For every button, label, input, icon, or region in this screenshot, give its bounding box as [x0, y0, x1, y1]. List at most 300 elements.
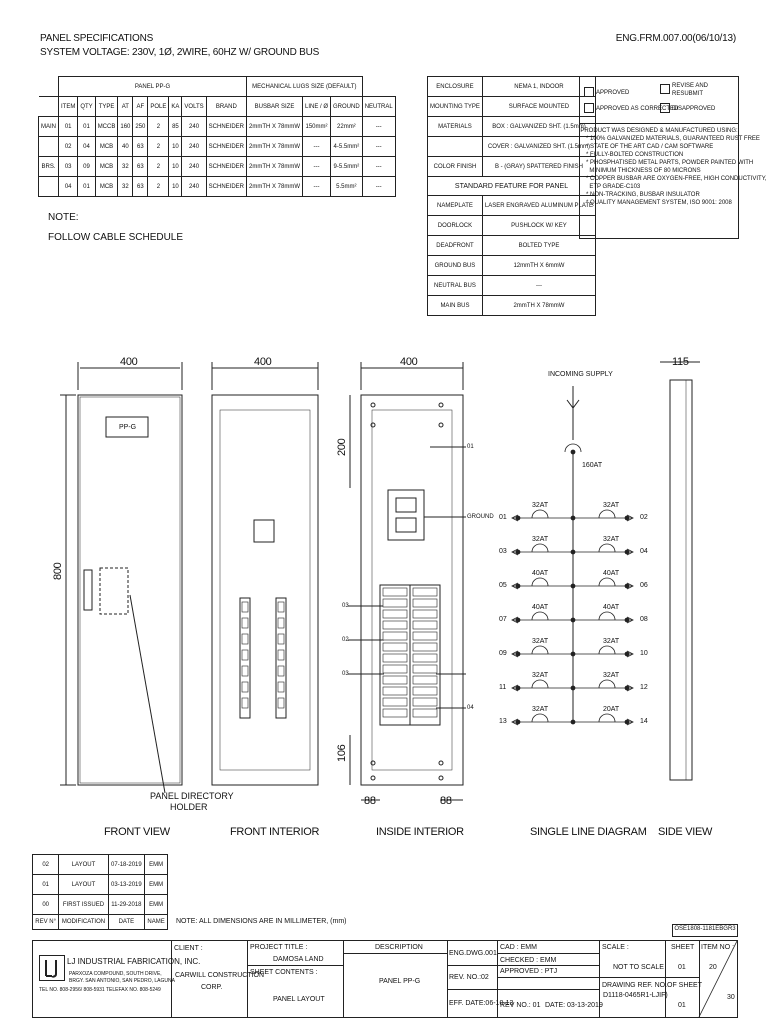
sld-branch-breaker-left — [532, 646, 548, 654]
sld-circuit-left: 07 — [499, 616, 507, 623]
table-cell: MCB — [95, 137, 118, 157]
inside-label-04: 04 — [467, 705, 474, 711]
sld-node — [516, 516, 520, 520]
feature-value: LASER ENGRAVED ALUMINUM PLATE — [482, 196, 595, 216]
table-cell: --- — [362, 157, 395, 177]
sld-circuit-left: 03 — [499, 548, 507, 555]
statement-item: * PHOSPHATISED METAL PARTS, POWDER PAINTED WITH — [586, 160, 754, 166]
sheet-contents: PANEL LAYOUT — [273, 996, 325, 1003]
of-sheet-value: 01 — [678, 1002, 686, 1009]
panel-col-header: POLE — [148, 97, 169, 117]
sld-circuit-left: 01 — [499, 514, 507, 521]
client-label: CLIENT : — [174, 945, 203, 952]
breaker-handle — [242, 602, 248, 612]
front-interior-label: FRONT INTERIOR — [230, 826, 320, 838]
approved-as-corrected-label: APPROVED AS CORRECTED — [596, 106, 679, 112]
breaker-handle — [242, 650, 248, 660]
spec-value: B - (GRAY) SPATTERED FINISH — [482, 157, 595, 177]
sld-circuit-left: 09 — [499, 650, 507, 657]
table-cell: 10 — [169, 177, 182, 197]
sld-circuit-right: 02 — [640, 514, 648, 521]
eng-dwg: ENG.DWG.001 — [449, 950, 497, 957]
note-title: NOTE: — [48, 212, 79, 223]
row-group: BRS. — [39, 157, 59, 177]
table-cell: 04 — [78, 137, 95, 157]
description-value: PANEL PP-G — [379, 978, 421, 985]
inside-label-02: 02 — [342, 637, 349, 643]
sld-rating-right: 32AT — [603, 502, 620, 509]
revision-date: 03-13-2019 — [108, 875, 145, 895]
sld-node — [625, 550, 629, 554]
panel-table-title: PANEL PP-G — [59, 77, 247, 97]
table-cell: 2 — [148, 177, 169, 197]
sld-branch-breaker-left — [532, 544, 548, 552]
sld-node — [625, 516, 629, 520]
statement-item: MINIMUM THICKNESS OF 80 MICRONS — [586, 168, 701, 174]
feature-value: BOLTED TYPE — [482, 236, 595, 256]
breaker-slot — [383, 643, 407, 651]
sld-rating-left: 32AT — [532, 706, 549, 713]
sld-node — [571, 516, 575, 520]
inside-label-03: 03 — [342, 603, 349, 609]
sld-branch-breaker-right — [599, 680, 615, 688]
sld-node — [516, 618, 520, 622]
sld-branch-breaker-left — [532, 714, 548, 722]
statement-title: PRODUCT WAS DESIGNED & MANUFACTURED USING: — [580, 128, 738, 134]
dimension-note: NOTE: ALL DIMENSIONS ARE IN MILLIMETER, (mm) — [176, 918, 347, 925]
table-cell: 04 — [59, 177, 78, 197]
table-cell: --- — [362, 177, 395, 197]
client-name: CARWILL CONSTRUCTION — [175, 972, 265, 979]
panel-col-header: KA — [169, 97, 182, 117]
feature-label: NEUTRAL BUS — [428, 276, 483, 296]
sld-rating-right: 40AT — [603, 604, 620, 611]
sld-circuit-left: 11 — [499, 684, 507, 691]
sld-circuit-left: 13 — [499, 718, 507, 725]
feature-label: NAMEPLATE — [428, 196, 483, 216]
revision-header — [33, 915, 168, 930]
revision-row — [33, 855, 168, 875]
table-cell: 01 — [78, 117, 95, 137]
sld-branch-breaker-right — [599, 510, 615, 518]
statement-item: * COPPER BUSBAR ARE OXYGEN-FREE, HIGH CONDUCTIVITY, — [586, 176, 767, 182]
sheet-label: SHEET — [671, 944, 695, 951]
breaker-handle — [242, 634, 248, 644]
sld-circuit-right: 14 — [640, 718, 648, 725]
table-cell: 4-5.5mm² — [331, 137, 363, 157]
sld-rating-right: 20AT — [603, 706, 620, 713]
sld-node — [516, 652, 520, 656]
breaker-handle — [278, 618, 284, 628]
client-name-2: CORP. — [201, 984, 223, 991]
sld-branch-breaker-right — [599, 612, 615, 620]
breaker-handle — [278, 682, 284, 692]
sld-node — [625, 720, 629, 724]
breaker-handle — [278, 634, 284, 644]
breaker-handle — [278, 666, 284, 676]
table-cell: 9-5.5mm² — [331, 157, 363, 177]
table-cell: 02 — [59, 137, 78, 157]
system-voltage: SYSTEM VOLTAGE: 230V, 1Ø, 2WIRE, 60HZ W/ GROUND BUS — [40, 47, 320, 58]
table-cell: --- — [303, 177, 331, 197]
dim-88-left: 88 — [364, 795, 376, 807]
sheet-value: 01 — [678, 964, 686, 971]
panel-col-header: NEUTRAL — [362, 97, 395, 117]
table-cell: 32 — [118, 177, 133, 197]
dim-200: 200 — [336, 438, 348, 456]
breaker-slot — [383, 599, 407, 607]
breaker-slot — [413, 709, 437, 717]
spec-label: MATERIALS — [428, 117, 483, 137]
front-view-enclosure — [78, 395, 182, 785]
spec-value: BOX : GALVANIZED SHT. (1.5mm) — [482, 117, 595, 137]
sld-node — [625, 618, 629, 622]
statement-item: * 100% GALVANIZED MATERIALS, GUARANTEED RUST FREE — [586, 136, 760, 142]
panel-col-header: ITEM — [59, 97, 78, 117]
table-cell: 2 — [148, 137, 169, 157]
table-cell: 2 — [148, 117, 169, 137]
sld-node — [516, 550, 520, 554]
dim-interior-width: 400 — [254, 356, 272, 368]
table-cell: 32 — [118, 157, 133, 177]
breaker-slot — [383, 676, 407, 684]
table-cell: SCHNEIDER — [206, 117, 246, 137]
drawing-ref: D1118-0465R1-LJIF) — [603, 992, 668, 999]
table-cell: 2 — [148, 157, 169, 177]
item-label: ITEM NO : — [701, 944, 735, 951]
sld-branch-breaker-right — [599, 714, 615, 722]
sld-rating-left: 32AT — [532, 536, 549, 543]
table-cell: --- — [362, 117, 395, 137]
sld-circuit-right: 12 — [640, 684, 648, 691]
rev-no: REV. NO.:02 — [449, 974, 489, 981]
sld-node — [516, 686, 520, 690]
table-cell: MCCB — [95, 117, 118, 137]
sld-rating-left: 32AT — [532, 672, 549, 679]
page-number: 30 — [727, 994, 735, 1001]
table-cell: 10 — [169, 137, 182, 157]
sld-circuit-right: 08 — [640, 616, 648, 623]
panel-col-header: QTY — [78, 97, 95, 117]
sld-node — [571, 686, 575, 690]
approved-label: APPROVED — [596, 90, 630, 96]
item-value: 20 — [709, 964, 717, 971]
breaker-slot — [413, 599, 437, 607]
main-breaker-window — [254, 520, 274, 542]
side-view-label: SIDE VIEW — [658, 826, 713, 838]
breaker-handle — [242, 698, 248, 708]
table-cell: 2mmTH X 78mmW — [247, 117, 303, 137]
breaker-slot — [413, 643, 437, 651]
front-interior-enclosure — [212, 395, 318, 785]
inside-label-03b: 03 — [342, 671, 349, 677]
spec-value: COVER : GALVANIZED SHT. (1.5mm) — [482, 137, 595, 157]
feature-value: PUSHLOCK W/ KEY — [482, 216, 595, 236]
sld-node — [571, 550, 575, 554]
table-cell: 10 — [169, 157, 182, 177]
breaker-handle — [242, 666, 248, 676]
table-cell: 250 — [133, 117, 148, 137]
sld-branch-breaker-left — [532, 510, 548, 518]
panel-col-header: BUSBAR SIZE — [247, 97, 303, 117]
sld-circuit-right: 04 — [640, 548, 648, 555]
project-label: PROJECT TITLE : — [250, 944, 308, 951]
disapproved-label: DISAPPROVED — [672, 106, 716, 112]
dim-front-width: 400 — [120, 356, 138, 368]
project-title: DAMOSA LAND — [273, 956, 324, 963]
feature-label: MAIN BUS — [428, 296, 483, 316]
address-2: BRGY. SAN ANTONIO, SAN PEDRO, LAGUNA — [69, 978, 175, 984]
spec-label: MOUNTING TYPE — [428, 97, 483, 117]
panel-col-header: AF — [133, 97, 148, 117]
breaker-slot — [413, 632, 437, 640]
panel-col-header: TYPE — [95, 97, 118, 117]
approved-by: APPROVED : PTJ — [500, 968, 558, 975]
table-cell: MCB — [95, 157, 118, 177]
dim-side-depth: 115 — [672, 356, 689, 368]
table-cell: 03 — [59, 157, 78, 177]
sld-rating-left: 40AT — [532, 604, 549, 611]
title-block — [32, 940, 738, 1018]
revision-date: 07-18-2019 — [108, 855, 145, 875]
sld-rating-right: 32AT — [603, 638, 620, 645]
breaker-slot — [413, 588, 437, 596]
directory-holder — [100, 568, 128, 614]
scale-value: NOT TO SCALE — [613, 964, 664, 971]
table-cell: 63 — [133, 177, 148, 197]
sld-circuit-right: 06 — [640, 582, 648, 589]
inside-interior-label: INSIDE INTERIOR — [376, 826, 464, 838]
revision-name: EMM — [145, 875, 168, 895]
feature-label: DEADFRONT — [428, 236, 483, 256]
table-cell: 01 — [78, 177, 95, 197]
sld-branch-breaker-left — [532, 612, 548, 620]
statement-item: * QUALITY MANAGEMENT SYSTEM, ISO 9001: 2008 — [586, 200, 732, 206]
sld-circuit-right: 10 — [640, 650, 648, 657]
incoming-supply: INCOMING SUPPLY — [548, 371, 613, 378]
sld-rating-left: 40AT — [532, 570, 549, 577]
breaker-handle — [278, 698, 284, 708]
spec-label: ENCLOSURE — [428, 77, 483, 97]
table-cell: 85 — [169, 117, 182, 137]
eff-date: EFF. DATE:06-10-13 — [449, 1000, 514, 1007]
single-line-label: SINGLE LINE DIAGRAM — [530, 826, 647, 838]
table-cell: 5.5mm² — [331, 177, 363, 197]
feature-value: 2mmTH X 78mmW — [482, 296, 595, 316]
breaker-slot — [413, 676, 437, 684]
breaker-slot — [413, 698, 437, 706]
table-cell: 01 — [59, 117, 78, 137]
checked: CHECKED : EMM — [500, 957, 557, 964]
dim-106: 106 — [336, 744, 348, 762]
panel-col-header: GROUND — [331, 97, 363, 117]
revision-row — [33, 875, 168, 895]
table-cell: 240 — [182, 177, 206, 197]
revision-desc: LAYOUT — [59, 855, 108, 875]
contents-label: SHEET CONTENTS : — [250, 969, 318, 976]
statement-item: * NON-TRACKING, BUSBAR INSULATOR — [586, 192, 700, 198]
door-lock — [84, 570, 92, 610]
breaker-handle — [242, 682, 248, 692]
revision-name: EMM — [145, 895, 168, 915]
sld-branch-breaker-right — [599, 578, 615, 586]
breaker-slot — [383, 654, 407, 662]
table-cell: SCHNEIDER — [206, 177, 246, 197]
page-title: PANEL SPECIFICATIONS — [40, 33, 154, 44]
sld-branch-breaker-right — [599, 544, 615, 552]
table-cell: MCB — [95, 177, 118, 197]
description-label: DESCRIPTION — [375, 944, 423, 951]
breaker-slot — [383, 698, 407, 706]
dim-height: 800 — [52, 562, 64, 580]
spec-value: SURFACE MOUNTED — [482, 97, 595, 117]
panel-col-header: AT — [118, 97, 133, 117]
sld-node — [625, 584, 629, 588]
feature-value: --- — [482, 276, 595, 296]
panel-col-header: VOLTS — [182, 97, 206, 117]
note-text: FOLLOW CABLE SCHEDULE — [48, 232, 184, 243]
sld-circuit-left: 05 — [499, 582, 507, 589]
breaker-slot — [413, 687, 437, 695]
sld-branch-breaker-left — [532, 680, 548, 688]
table-cell: --- — [303, 137, 331, 157]
table-cell: SCHNEIDER — [206, 137, 246, 157]
sld-rating-left: 32AT — [532, 502, 549, 509]
sld-node — [571, 584, 575, 588]
rev-no-2: REV NO.: 01 — [500, 1002, 541, 1009]
breaker-slot — [383, 632, 407, 640]
form-number: ENG.FRM.007.00(06/10/13) — [615, 33, 736, 44]
breaker-slot — [413, 654, 437, 662]
statement-item: * STATE OF THE ART CAD / CAM SOFTWARE — [586, 144, 714, 150]
table-cell: 150mm² — [303, 117, 331, 137]
table-cell: 2mmTH X 78mmW — [247, 157, 303, 177]
feature-value: 12mmTH X 6mmW — [482, 256, 595, 276]
sld-rating-right: 32AT — [603, 536, 620, 543]
table-cell: 63 — [133, 137, 148, 157]
table-cell: 240 — [182, 137, 206, 157]
drawing-ref-label: DRAWING REF. NO. — [602, 982, 668, 989]
feature-label: DOORLOCK — [428, 216, 483, 236]
ref-code: OSE1808-1181EBGR3 — [672, 924, 738, 937]
table-cell: 22mm² — [331, 117, 363, 137]
revise-label: REVISE AND RESUBMIT — [672, 83, 709, 97]
table-cell: 09 — [78, 157, 95, 177]
breaker-slot — [383, 588, 407, 596]
inside-label-01: 01 — [467, 444, 474, 450]
std-feature-title: STANDARD FEATURE FOR PANEL — [428, 177, 596, 196]
breaker-handle — [242, 618, 248, 628]
breaker-slot — [413, 665, 437, 673]
sld-rating-left: 32AT — [532, 638, 549, 645]
front-view-label: FRONT VIEW — [104, 826, 170, 838]
holder-label: HOLDER — [170, 802, 208, 812]
spec-label: COLOR FINISH — [428, 157, 483, 177]
rev-date: DATE: 03-13-2019 — [545, 1002, 603, 1009]
table-cell: 63 — [133, 157, 148, 177]
table-cell: 40 — [118, 137, 133, 157]
table-cell: --- — [362, 137, 395, 157]
sld-node — [625, 652, 629, 656]
company-logo — [39, 955, 65, 981]
table-cell: 2mmTH X 78mmW — [247, 137, 303, 157]
table-cell: 240 — [182, 117, 206, 137]
revision-table — [32, 854, 168, 930]
breaker-slot — [413, 621, 437, 629]
sld-branch-breaker-right — [599, 646, 615, 654]
sld-node — [571, 652, 575, 656]
company-name: LJ INDUSTRIAL FABRICATION, INC. — [67, 957, 201, 966]
sld-rating-right: 40AT — [603, 570, 620, 577]
panel-tag: PP-G — [119, 424, 137, 431]
feature-label: GROUND BUS — [428, 256, 483, 276]
breaker-slots — [242, 588, 437, 717]
sld-main-rating: 160AT — [582, 462, 603, 469]
revision-header-name: NAME — [145, 915, 168, 930]
revision-header-date: DATE — [108, 915, 145, 930]
revision-rev: 00 — [33, 895, 59, 915]
sld-node — [571, 720, 575, 724]
panel-directory-label: PANEL DIRECTORY — [150, 791, 234, 801]
dim-88-right: 88 — [440, 795, 452, 807]
breaker-slot — [383, 610, 407, 618]
dim-inside-width: 400 — [400, 356, 418, 368]
sld-node — [571, 450, 575, 454]
sld-node — [571, 618, 575, 622]
revision-date: 11-29-2018 — [108, 895, 145, 915]
revision-desc: LAYOUT — [59, 875, 108, 895]
sld-branch-breaker-left — [532, 578, 548, 586]
sld-node — [516, 584, 520, 588]
inside-interior-enclosure — [361, 395, 463, 785]
sld-rating-right: 32AT — [603, 672, 620, 679]
inside-label-ground: GROUND — [467, 514, 494, 520]
revision-header-rev: REV N° — [33, 915, 59, 930]
scale-label: SCALE : — [602, 944, 629, 951]
panel-col-header: BRAND — [206, 97, 246, 117]
side-view-enclosure — [670, 380, 692, 780]
revision-header-desc: MODIFICATION — [59, 915, 108, 930]
table-cell: 240 — [182, 157, 206, 177]
lugs-title: MECHANICAL LUGS SIZE (DEFAULT) — [247, 77, 363, 97]
revision-name: EMM — [145, 855, 168, 875]
table-cell: --- — [303, 157, 331, 177]
statement-item: ETP GRADE-C103 — [586, 184, 641, 190]
breaker-handle — [278, 602, 284, 612]
panel-col-header: LINE / Ø — [303, 97, 331, 117]
sld-node — [625, 686, 629, 690]
breaker-slot — [413, 610, 437, 618]
address-3: TEL NO. 808-2956/ 808-5931 TELEFAX NO. 808-5249 — [39, 987, 161, 993]
statement-item: * FULLY-BOLTED CONSTRUCTION — [586, 152, 684, 158]
spec-value: NEMA 1, INDOOR — [482, 77, 595, 97]
breaker-slot — [383, 621, 407, 629]
breaker-handle — [278, 650, 284, 660]
breaker-slot — [383, 709, 407, 717]
revision-row — [33, 895, 168, 915]
table-cell: SCHNEIDER — [206, 157, 246, 177]
sld-node — [516, 720, 520, 724]
row-group: MAIN — [39, 117, 59, 137]
of-sheet-label: OF SHEET — [667, 982, 703, 989]
revision-rev: 02 — [33, 855, 59, 875]
revision-desc: FIRST ISSUED — [59, 895, 108, 915]
table-cell: 160 — [118, 117, 133, 137]
breaker-slot — [383, 687, 407, 695]
table-cell: 2mmTH X 78mmW — [247, 177, 303, 197]
breaker-slot — [383, 665, 407, 673]
revision-rev: 01 — [33, 875, 59, 895]
